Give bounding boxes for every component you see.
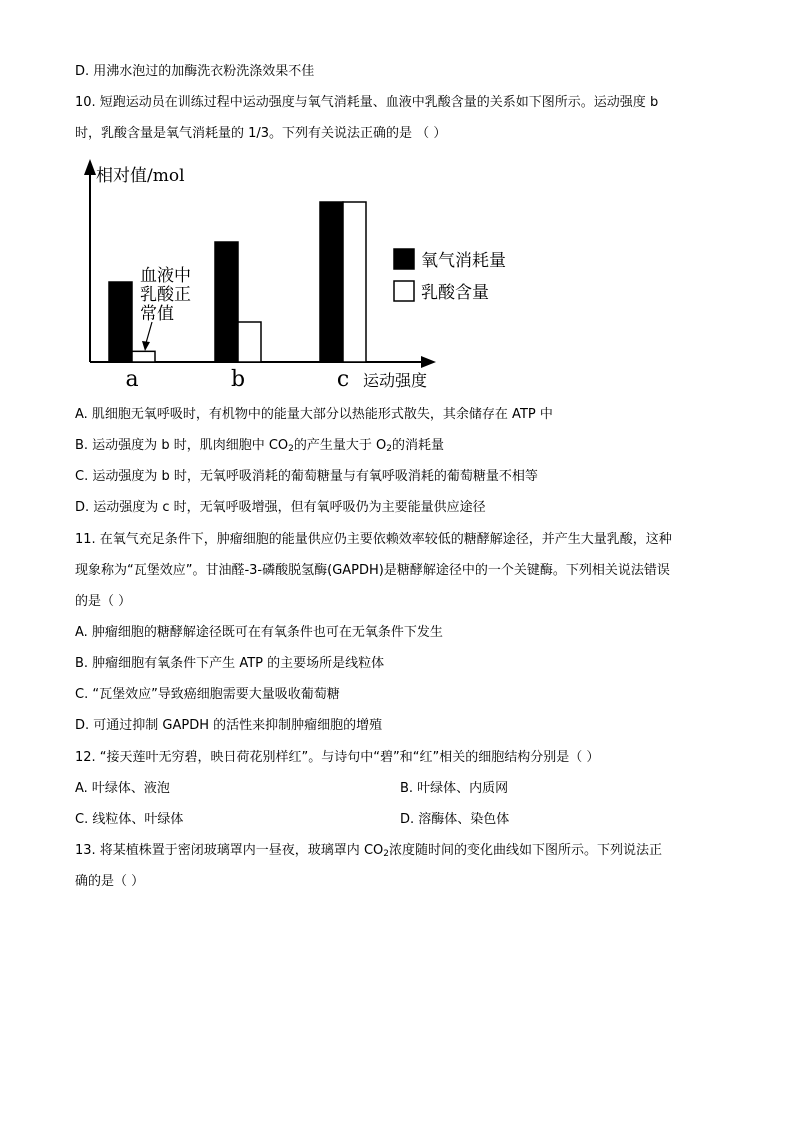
annotation-line-3: 常值 [140,304,174,324]
q12-stem: 12. “接天莲叶无穷碧，映日荷花别样红”。与诗句中“碧”和“红”相关的细胞结构分别是（ ） [75,750,600,765]
bar-a-oxygen [109,282,132,362]
legend-label-1: 氧气消耗量 [421,251,506,271]
q11-stem-line1: 11. 在氧气充足条件下，肿瘤细胞的能量供应仍主要依赖效率较低的糖酵解途径，并产生大量乳酸，这种 [75,532,672,547]
x-tick-b: b [230,367,246,392]
q12-option-c: C. 线粒体、叶绿体 [75,812,184,827]
annotation-line-1: 血液中 [140,266,191,286]
bar-c-oxygen [320,202,343,362]
q10-option-c: C. 运动强度为 b 时，无氧呼吸消耗的葡萄糖量与有氧呼吸消耗的葡萄糖量不相等 [75,469,538,484]
annotation-line-2: 乳酸正 [140,285,191,305]
chart-legend [394,249,506,303]
q11-stem-line2: 现象称为“瓦堡效应”。甘油醛-3-磷酸脱氢酶(GAPDH)是糖酵解途径中的一个关键酶。下列相关说法错误 [75,563,670,578]
q11-option-a: A. 肿瘤细胞的糖酵解途径既可在有氧条件也可在无氧条件下发生 [75,625,443,640]
q11-option-d: D. 可通过抑制 GAPDH 的活性来抑制肿瘤细胞的增殖 [75,718,383,733]
legend-label-2: 乳酸含量 [421,283,489,303]
y-axis-label: 相对值/mol [96,166,185,186]
y-axis-arrow [84,159,96,175]
q10-option-a: A. 肌细胞无氧呼吸时，有机物中的能量大部分以热能形式散失，其余储存在 ATP 中 [75,407,553,422]
annotation-arrow-head [142,341,150,351]
q12-option-a: A. 叶绿体、液泡 [75,781,170,796]
q10-stem-line2: 时，乳酸含量是氧气消耗量的 1/3。下列有关说法正确的是 （ ） [75,126,447,141]
legend-swatch-2 [394,281,414,301]
q11-stem-line3: 的是（ ） [75,594,132,609]
x-axis-arrow [421,356,436,368]
bar-c-lactate [343,202,366,362]
q13-stem-line2: 确的是（ ） [75,874,145,889]
q11-option-c: C. “瓦堡效应”导致癌细胞需要大量吸收葡萄糖 [75,687,340,702]
q10-stem-line1: 10. 短跑运动员在训练过程中运动强度与氧气消耗量、血液中乳酸含量的关系如下图所示。运动强度 b [75,95,659,110]
bar-chart [78,155,506,400]
x-tick-a: a [125,367,139,392]
legend-swatch-1 [394,249,414,269]
q9-option-d: D. 用沸水泡过的加酶洗衣粉洗涤效果不佳 [75,64,315,79]
q10-option-b: B. 运动强度为 b 时，肌肉细胞中 $CO_2$的产生量大于 $O_2$的消耗量 [75,438,445,454]
q12-option-b: B. 叶绿体、内质网 [400,781,509,796]
x-axis-label: 运动强度 [363,371,428,390]
bar-b-oxygen [215,242,238,362]
q13-stem-line1: 13. 将某植株置于密闭玻璃罩内一昼夜，玻璃罩内 $CO_2$浓度随时间的变化曲线如下图所示。下列说法正 [75,843,662,859]
q10-option-d: D. 运动强度为 c 时，无氧呼吸增强，但有氧呼吸仍为主要能量供应途径 [75,500,486,515]
x-tick-c: c [336,367,350,392]
annotation-arrow-line [146,322,152,343]
bar-a-lactate [132,351,155,362]
x-tick-labels [125,367,349,392]
bar-b-lactate [238,322,261,362]
q12-option-d: D. 溶酶体、染色体 [400,812,510,827]
q11-option-b: B. 肿瘤细胞有氧条件下产生 ATP 的主要场所是线粒体 [75,656,385,671]
normal-value-annotation [140,266,191,351]
